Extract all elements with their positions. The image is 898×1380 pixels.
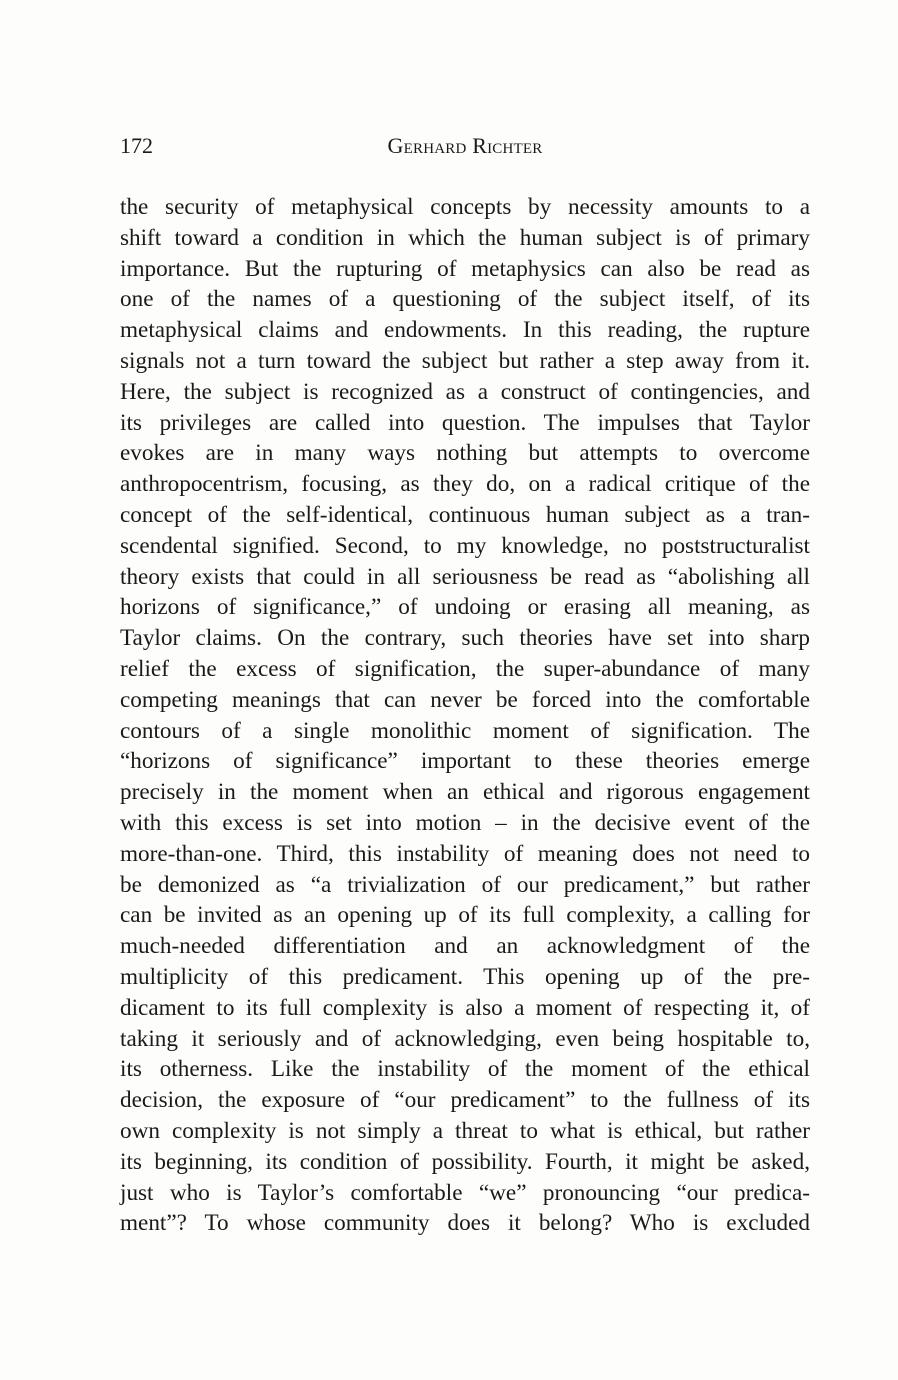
text-line: importance. But the rupturing of metaphysics can also be read as (120, 255, 810, 282)
text-line: anthropocentrism, focusing, as they do, on a radical critique of the (120, 471, 810, 498)
text-line: just who is Taylor’s comfortable “we” pronouncing “our predica- (120, 1179, 810, 1206)
text-line: contours of a single monolithic moment of signification. The (120, 717, 810, 744)
text-line: “horizons of significance” important to these theories emerge (120, 748, 810, 775)
text-line: own complexity is not simply a threat to what is ethical, but rather (120, 1117, 810, 1144)
body-paragraph (120, 192, 810, 1239)
text-line: signals not a turn toward the subject but rather a step away from it. (120, 347, 810, 374)
text-line: shift toward a condition in which the human subject is of primary (120, 224, 810, 251)
text-line: metaphysical claims and endowments. In this reading, the rupture (120, 317, 810, 344)
text-line: its otherness. Like the instability of the moment of the ethical (120, 1056, 810, 1083)
text-line: one of the names of a questioning of the subject itself, of its (120, 286, 810, 313)
text-line: dicament to its full complexity is also a moment of respecting it, of (120, 994, 810, 1021)
text-line: ment”? To whose community does it belong? Who is excluded (120, 1210, 810, 1237)
text-line: its privileges are called into question. The impulses that Taylor (120, 409, 810, 436)
text-line: concept of the self-identical, continuous human subject as a tran- (120, 501, 810, 528)
text-line: theory exists that could in all seriousness be read as “abolishing all (120, 563, 810, 590)
text-line: scendental signified. Second, to my knowledge, no poststructuralist (120, 532, 810, 559)
text-line: relief the excess of signification, the super-abundance of many (120, 655, 810, 682)
text-line: with this excess is set into motion – in the decisive event of the (120, 809, 810, 836)
text-line: precisely in the moment when an ethical and rigorous engagement (120, 779, 810, 806)
text-line: evokes are in many ways nothing but attempts to overcome (120, 440, 810, 467)
text-line: its beginning, its condition of possibility. Fourth, it might be asked, (120, 1148, 810, 1175)
text-line: competing meanings that can never be forced into the comfortable (120, 686, 810, 713)
page-number: 172 (120, 133, 153, 158)
text-line: more-than-one. Third, this instability of meaning does not need to (120, 840, 810, 867)
text-line: be demonized as “a trivialization of our predicament,” but rather (120, 871, 810, 898)
running-title: Gerhard Richter (387, 133, 543, 158)
text-line: taking it seriously and of acknowledging, even being hospitable to, (120, 1025, 810, 1052)
text-line: multiplicity of this predicament. This opening up of the pre- (120, 963, 810, 990)
text-line: can be invited as an opening up of its full complexity, a calling for (120, 902, 810, 929)
running-head (120, 131, 810, 161)
text-line: the security of metaphysical concepts by necessity amounts to a (120, 194, 810, 220)
text-line: decision, the exposure of “our predicament” to the fullness of its (120, 1087, 810, 1114)
text-line: Taylor claims. On the contrary, such theories have set into sharp (120, 625, 810, 652)
text-line: Here, the subject is recognized as a construct of contingencies, and (120, 378, 810, 405)
text-line: much-needed differentiation and an acknowledgment of the (120, 933, 810, 960)
text-line: horizons of significance,” of undoing or erasing all meaning, as (120, 594, 810, 621)
